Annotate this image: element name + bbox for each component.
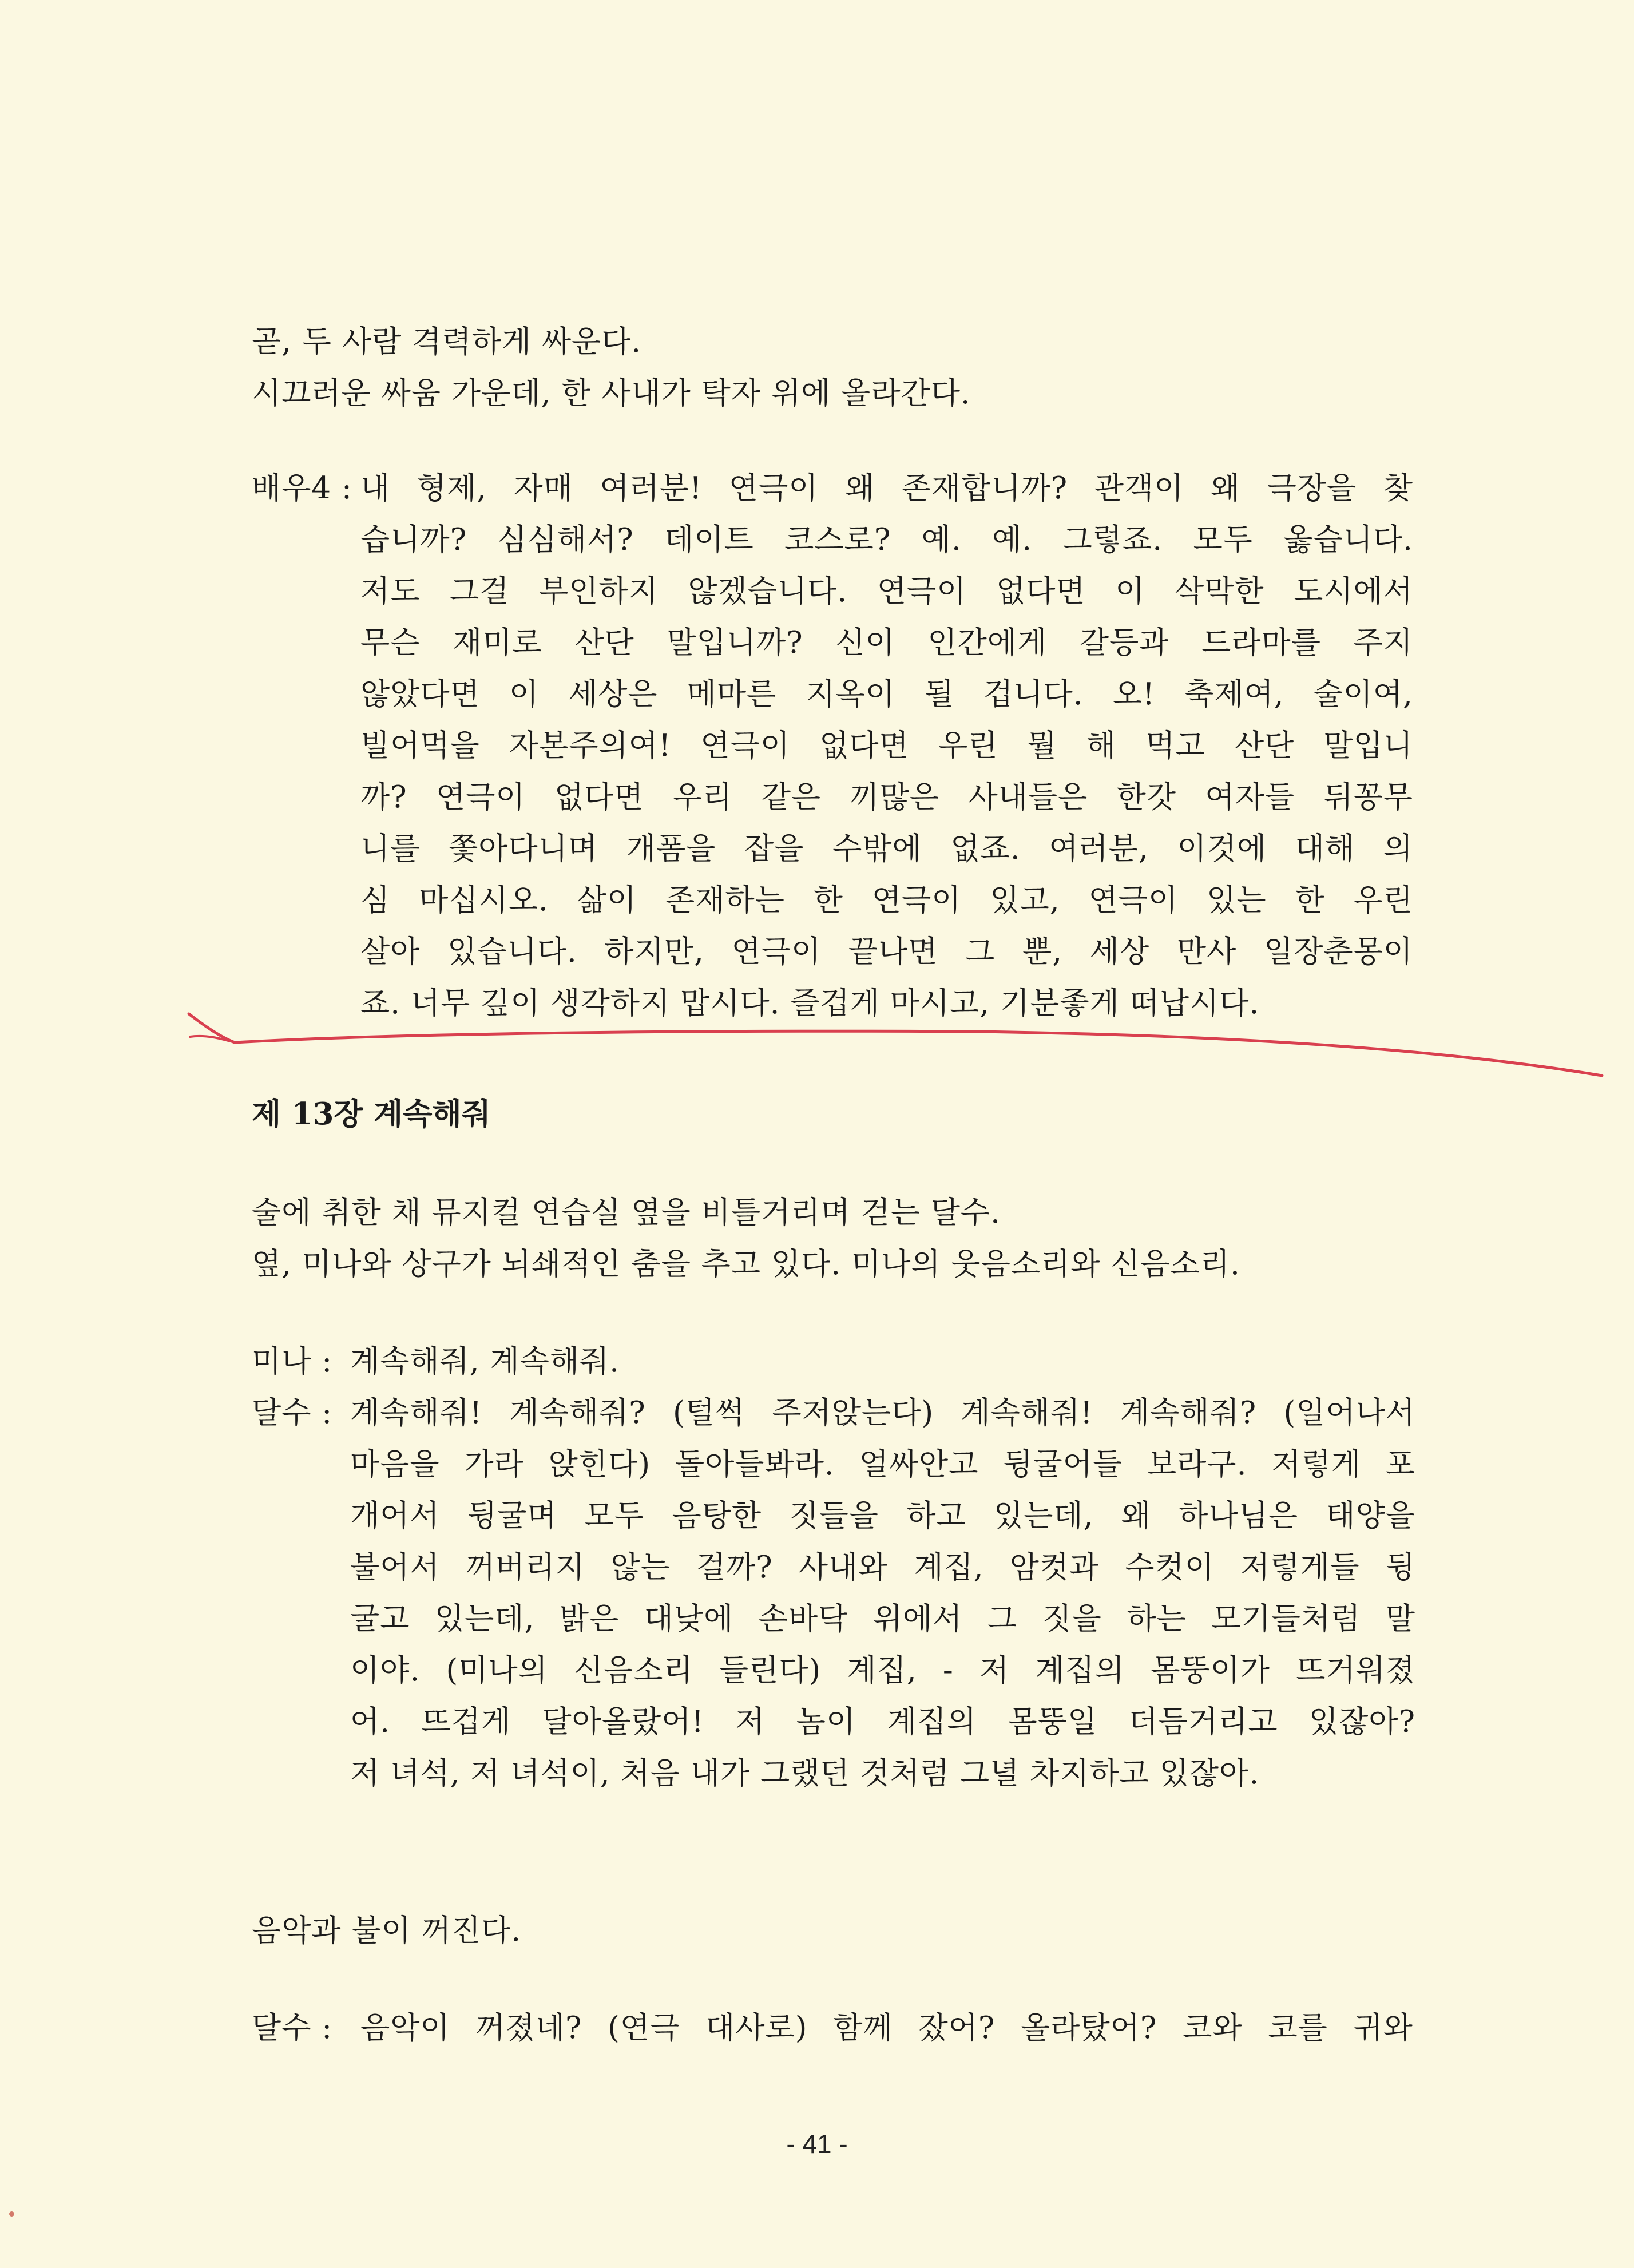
scene-heading: 제 13장 계속해줘 [252, 1096, 491, 1132]
dialogue-line: 내 형제, 자매 여러분! 연극이 왜 존재합니까? 관객이 왜 극장을 찾 [360, 471, 1413, 506]
dialogue-line: 무슨 재미로 산단 말입니까? 신이 인간에게 갈등과 드라마를 주지 [360, 625, 1413, 660]
stage-direction-line: 음악과 불이 꺼진다. [252, 1913, 522, 1948]
speaker-label: 달수 : [252, 2011, 333, 2045]
speaker-label: 미나 : [252, 1344, 333, 1379]
dialogue-line: 않았다면 이 세상은 메마른 지옥이 될 겁니다. 오! 축제여, 술이여, [360, 677, 1413, 712]
dialogue-line: 개어서 뒹굴며 모두 음탕한 짓들을 하고 있는데, 왜 하나님은 태양을 [350, 1498, 1415, 1533]
dialogue-line: 어. 뜨겁게 달아올랐어! 저 놈이 계집의 몸뚱일 더듬거리고 있잖아? [350, 1704, 1415, 1739]
dialogue-line: 불어서 꺼버리지 않는 걸까? 사내와 계집, 암컷과 수컷이 저렇게들 뒹 [350, 1550, 1415, 1585]
dialogue-line: 빌어먹을 자본주의여! 연극이 없다면 우린 뭘 해 먹고 산단 말입니 [360, 728, 1413, 763]
dialogue-line: 계속해줘! 계속해줘? (털썩 주저앉는다) 계속해줘! 계속해줘? (일어나서 [350, 1395, 1415, 1430]
ink-speck [9, 2211, 14, 2217]
stage-direction-line: 옆, 미나와 상구가 뇌쇄적인 춤을 추고 있다. 미나의 웃음소리와 신음소리. [252, 1247, 1240, 1282]
dialogue-line: 습니까? 심심해서? 데이트 코스로? 예. 예. 그렇죠. 모두 옳습니다. [360, 522, 1413, 557]
stage-direction-line: 시끄러운 싸움 가운데, 한 사내가 탁자 위에 올라간다. [252, 376, 971, 411]
dialogue-line: 까? 연극이 없다면 우리 같은 끼많은 사내들은 한갓 여자들 뒤꽁무 [360, 780, 1413, 815]
stage-direction-line: 술에 취한 채 뮤지컬 연습실 옆을 비틀거리며 걷는 달수. [252, 1195, 1001, 1230]
stage-direction-line: 곧, 두 사람 격력하게 싸운다. [252, 324, 642, 359]
dialogue-line: 심 마십시오. 삶이 존재하는 한 연극이 있고, 연극이 있는 한 우린 [360, 883, 1413, 918]
dialogue-text [350, 1336, 1403, 1387]
dialogue-line: 마음을 가라 앉힌다) 돌아들봐라. 얼싸안고 뒹굴어들 보라구. 저렇게 포 [350, 1447, 1415, 1482]
speaker-label: 달수 : [252, 1395, 333, 1430]
dialogue-text [360, 2003, 1413, 2054]
dialogue-line: 계속해줘, 계속해줘. [350, 1344, 620, 1379]
dialogue-line: 니를 쫓아다니며 개폼을 잡을 수밖에 없죠. 여러분, 이것에 대해 의 [360, 831, 1413, 866]
dialogue-text [350, 1387, 1415, 1799]
dialogue-line: 굴고 있는데, 밝은 대낮에 손바닥 위에서 그 짓을 하는 모기들처럼 말 [350, 1601, 1415, 1636]
speaker-label: 배우4 : [252, 471, 352, 506]
dialogue-line: 음악이 꺼졌네? (연극 대사로) 함께 잤어? 올라탔어? 코와 코를 귀와 [360, 2011, 1413, 2045]
page-number: - 41 - [786, 2129, 848, 2159]
dialogue-line: 이야. (미나의 신음소리 들린다) 계집, - 저 계집의 몸뚱이가 뜨거워졌 [350, 1653, 1415, 1688]
dialogue-line: 살아 있습니다. 하지만, 연극이 끝나면 그 뿐, 세상 만사 일장춘몽이 [360, 934, 1413, 969]
dialogue-line: 저도 그걸 부인하지 않겠습니다. 연극이 없다면 이 삭막한 도시에서 [360, 574, 1413, 609]
dialogue-line: 저 녀석, 저 녀석이, 처음 내가 그랬던 것처럼 그녈 차지하고 있잖아. [350, 1756, 1260, 1791]
dialogue-line: 죠. 너무 깊이 생각하지 맙시다. 즐겁게 마시고, 기분좋게 떠납시다. [360, 986, 1260, 1021]
